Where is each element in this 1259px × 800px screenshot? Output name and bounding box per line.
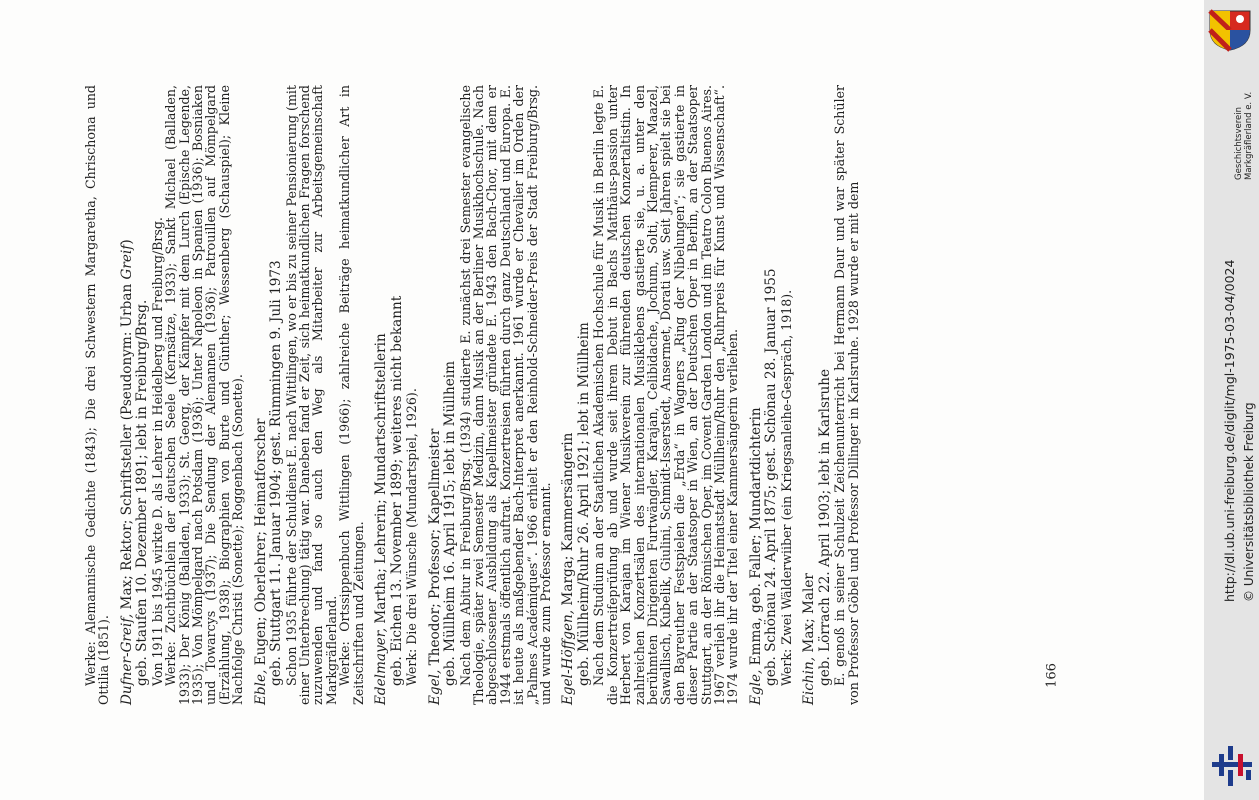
intro-paragraph: Werke: Alemannische Gedichte (1843); Die drei Schwestern Margaretha, Chrischona und Ottilia (1851).: [83, 85, 112, 705]
source-url-link[interactable]: http://dl.ub.uni-freiburg.de/diglit/mgl-1975-03-04/0024: [1222, 259, 1237, 602]
entry-paragraph: Werke: Zuchtbüchlein der deutschen Seele (Kernsätze, 1933); Sankt Michael (Balladen, 1933); Der König (Balladen, 1933); St. Georg, der Kämpfer mit dem Lurch (Epische Legende, 1935); Von Mömpelgard nach Potsdam (1936); Unter Napoleon in Spanien (1936); Bosniaken und Towarcys (1937); Die Sendung der Alemannen (1936); Patrouillen auf Mömpelgard (Erzählung, 1938); Biographien von Burte und Günther; Wessenberg (Schauspiel); Kleine Nachfolge Christi (Sonette); Roggenbach (Sonette).: [163, 85, 246, 705]
entry-heading: [120, 85, 136, 705]
biography-entry: [802, 85, 860, 705]
entry-paragraph: Nach dem Studium an der Staatlichen Akademischen Hochschule für Musik in Berlin legte E. die Konzertreifeprüfung ab und wurde seit ihrem Debut in Bachs Matthäus-passion unter Herbert von Karajan im Wiener Musikverein zur führenden deutschen Konzertaltistin. In zahlreichen Konzertsälen des internationalen Musiklebens gastierte sie, u. a. unter den berühmten Dirigenten Furtwängler, Karajan, Celibidache, Jochum, Solti, Klemperer, Maazel, Sawallisch, Kubelik, Giulini, Schmidt-Isserstedt, Ansermet, Dorati usw. Seit Jahren spielt sie bei den Bayreuther Festspielen die „Erda“ in Wagners „Ring der Nibelungen“; sie gastierte in dieser Partie an der Staatsoper in Wien, an der Deutschen Oper in Berlin, an der Staatsoper Stuttgart, an der Römischen Oper, im Covent Garden London und im Teatro Colon Buenos Aires. 1967 verlieh ihr die Heimatstadt Müllheim/Ruhr den „Ruhrpreis für Kunst und Wissenschaft“. 1974 wurde ihr der Titel einer Kammersängerin verliehen.: [591, 85, 741, 705]
entry-paragraph: Schon 1935 führte der Schuldienst E. nach Wittlingen, wo er bis zu seiner Pensionierung (mit einer Unterbrechung) tätig war. Daneben fand er Zeit, sich heimatkundlichen Fragen forschend zuzuwenden und fand so auch den Weg als Mitarbeiter zur Arbeitsgemeinschaft Markgräflerland.: [283, 85, 339, 705]
entry-paragraph: Von 1911 bis 1945 wirkte D. als Lehrer in Heidelberg und Freiburg/Brsg.: [149, 217, 165, 686]
entry-birth-line: geb. Schönau 24. April 1875; gest. Schönau 28. Januar 1955: [763, 268, 780, 686]
university-library-logo-icon: [1210, 740, 1254, 788]
entry-birth-line: geb. Müllheim/Ruhr 26. April 1921; lebt in Müllheim: [575, 322, 592, 686]
biography-entry: [120, 85, 245, 705]
entry-title: Eugen; Oberlehrer; Heimatforscher: [252, 418, 269, 670]
entry-heading: [749, 85, 765, 705]
entry-birth-line: geb. Eichen 13. November 1899; weiteres nicht bekannt: [388, 295, 405, 686]
entry-birth-line: geb. Staufen 10. Dezember 1891; lebt in Freiburg/Brsg.: [134, 299, 151, 686]
entry-heading: [802, 85, 818, 705]
entry-title-end: ): [118, 239, 135, 245]
entry-title: Marga; Kammersängerin: [560, 432, 577, 610]
entry-birth-line: geb. Lörrach 22. April 1903; lebt in Karlsruhe: [816, 369, 833, 686]
entry-title: Emma, geb. Faller; Mundartdichterin: [747, 407, 764, 670]
entry-heading: [428, 85, 444, 705]
entry-paragraph: Nach dem Abitur in Freiburg/Brsg. (1934) studierte E. zunächst drei Semester evangelische Theologie, später zwei Semester Medizin, dann Musik an der Berliner Musikhochschule. Nach abgeschlossener Ausbildung als Kapellmeister gründete E. 1943 den Bach-Chor, mit dem er 1944 erstmals öffentlich auftrat. Konzertreisen führten durch ganz Deutschland und Europa. E. ist heute als maßgebender Bach-Interpret anerkannt. 1961 wurde er Chevalier im Orden der „Palmes Académiques“. 1966 erhielt er den Reinhold-Schneider-Preis der Stadt Freiburg/Brsg. und wurde zum Professor ernannt.: [457, 85, 553, 705]
entry-paragraph: E. genoß in seiner Schulzeit Zeichenunterricht bei Hermann Daur und war später Schüler von Professor Göbel und Professor Dillinger in Karlsruhe. 1928 wurde er mit dem: [832, 85, 861, 705]
biography-entry: [374, 85, 418, 705]
entry-name: Dufner-Greif,: [118, 613, 135, 705]
entry-birth-line: geb. Stuttgart 11. Januar 1904; gest. Rümmingen 9. Juli 1973: [268, 260, 285, 686]
entry-name: Egel-Höffgen,: [560, 609, 577, 705]
biography-entry: [254, 85, 365, 705]
entry-title: Theodor; Professor; Kapellmeister: [426, 428, 443, 670]
entry-name: Egle,: [747, 669, 764, 705]
entry-name: Edelmayer,: [373, 627, 390, 705]
entry-pseudonym: Greif: [118, 244, 135, 280]
page-number: 166: [1044, 663, 1060, 688]
entry-name: Egel,: [426, 669, 443, 705]
society-name-line1: Geschichtsverein: [1234, 106, 1244, 180]
biography-entry: [561, 85, 739, 705]
coat-of-arms-icon: [1207, 8, 1253, 52]
entry-birth-line: geb. Müllheim 16. April 1915; lebt in Müllheim: [442, 361, 458, 686]
entry-paragraph: Werk: Zwei Wälderwiiber (ein Kriegsanleihe-Gespräch, 1918).: [778, 289, 794, 686]
entry-title: Max; Maler: [801, 573, 818, 657]
entry-name: Eble,: [252, 669, 269, 705]
copyright-notice: © Universitätsbibliothek Freiburg: [1242, 402, 1256, 602]
biography-entry: [428, 85, 553, 705]
entry-list: [120, 85, 860, 705]
entry-title: Martha; Lehrerin; Mundartschriftstellerin: [373, 333, 390, 628]
entry-heading: [561, 85, 577, 705]
entry-name: Eichin,: [801, 656, 818, 705]
biography-entry: [749, 85, 793, 705]
entry-title: Max; Rektor; Schriftsteller (Pseudonym: Urban: [118, 279, 135, 614]
society-name-line2: Markgräflerland e. V.: [1244, 91, 1254, 180]
entry-heading: [254, 85, 270, 705]
entry-paragraph: Werke: Ortssippenbuch Wittlingen (1966); zahlreiche Beiträge heimatkundlicher Art in Zeitschriften und Zeitungen.: [337, 85, 366, 705]
entry-heading: [374, 85, 390, 705]
page-content: [84, 85, 860, 705]
entry-paragraph: Werk: Die drei Wünsche (Mundartspiel, 1926).: [404, 388, 420, 686]
